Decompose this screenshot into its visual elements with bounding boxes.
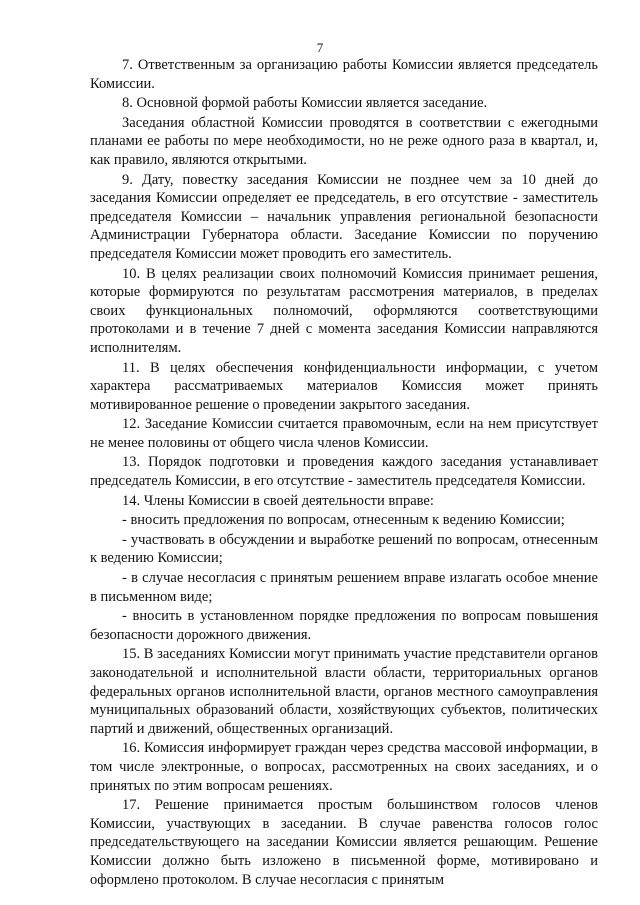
list-item: - вносить предложения по вопросам, отнесенным к ведению Комиссии; (122, 512, 565, 529)
paragraph-8: 8. Основной формой работы Комиссии является заседание. (122, 95, 488, 112)
page-number: 7 (316, 40, 324, 55)
list-item: - участвовать в обсуждении и выработке решений по вопросам, отнесенным к ведению Комиссии; (90, 531, 598, 567)
paragraph-15: 15. В заседаниях Комиссии могут принимать участие представители органов законодательной и исполнительной власти области, территориальных органов федеральных органов исполнительной власти, органов местного самоуправления муниципальных образований области, хозяйствующих субъектов, политических партий и движений, общественных организаций. (90, 646, 598, 737)
list-item: - вносить в установленном порядке предложения по вопросам повышения безопасности дорожного движения. (90, 608, 598, 643)
paragraph-9: 9. Дату, повестку заседания Комиссии не позднее чем за 10 дней до заседания Комиссии определяет ее председатель, в его отсутствие - заместитель председателя Комиссии – начальник управления региональной безопасности Администрации Губернатора области. Заседание Комиссии по поручению председателя Комиссии может проводить его заместитель. (90, 171, 598, 262)
paragraph-17: 17. Решение принимается простым большинством голосов членов Комиссии, участвующих в заседании. В случае равенства голосов голос председательствующего на заседании Комиссии является решающим. Решение Комиссии должно быть изложено в письменной форме, мотивировано и оформлено протоколом. В случае несогласия с принятым (90, 797, 598, 888)
paragraph-10: 10. В целях реализации своих полномочий Комиссия принимает решения, которые формируются по результатам рассмотрения материалов, в пределах своих функциональных полномочий, оформляются соответствующими протоколами и в течение 7 дней с момента заседания Комиссии направляются исполнителям. (90, 265, 598, 356)
paragraph-12: 12. Заседание Комиссии считается правомочным, если на нем присутствует не менее половины от общего числа членов Комиссии. (90, 416, 598, 451)
paragraph-11: 11. В целях обеспечения конфиденциальности информации, с учетом характера рассматриваемых материалов Комиссия может принять мотивированное решение о проведении закрытого заседания. (90, 359, 598, 413)
paragraph-8-sessions: Заседания областной Комиссии проводятся в соответствии с ежегодными планами ее работы по мере необходимости, но не реже одного раза в квартал, и, как правило, являются открытыми. (90, 114, 598, 168)
paragraph-7: 7. Ответственным за организацию работы Комиссии является председатель Комиссии. (90, 57, 598, 92)
document-body (90, 56, 598, 890)
paragraph-16: 16. Комиссия информирует граждан через средства массовой информации, в том числе электронные, о вопросах, рассмотренных на своих заседаниях, и о принятых по этим вопросам решениях. (90, 740, 598, 794)
paragraph-13: 13. Порядок подготовки и проведения каждого заседания устанавливает председатель Комиссии, в его отсутствие - заместитель председателя Комиссии. (90, 454, 598, 490)
list-item: - в случае несогласия с принятым решением вправе излагать особое мнение в письменном виде; (90, 570, 598, 605)
paragraph-14: 14. Члены Комиссии в своей деятельности вправе: (122, 492, 434, 509)
